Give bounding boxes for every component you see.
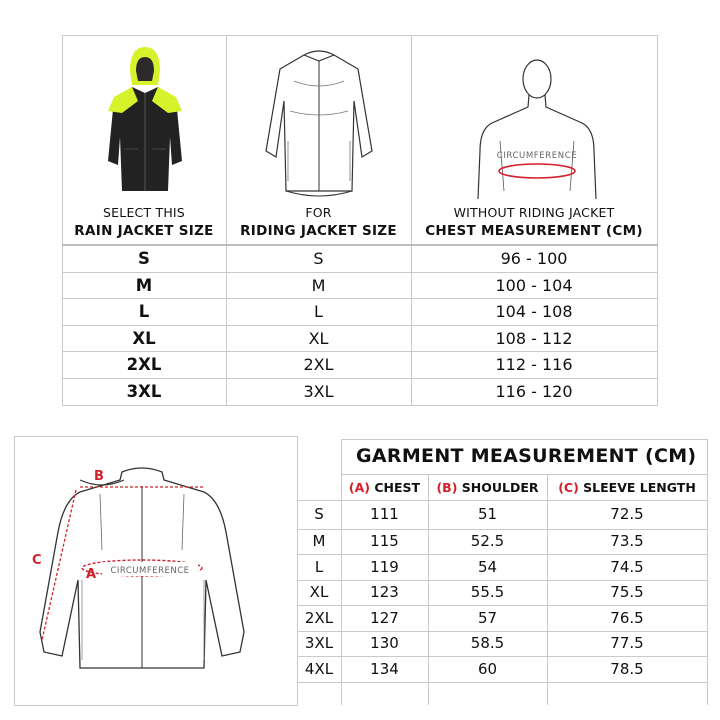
column-tag: (B): [436, 480, 458, 495]
garment-table-title: GARMENT MEASUREMENT (CM): [356, 445, 697, 467]
column-label: CHEST: [374, 480, 421, 495]
sleeve-cell: 76.5: [610, 609, 644, 627]
column-tag: (C): [558, 480, 579, 495]
column-header-sleeve-length: [547, 480, 707, 495]
header-line1: WITHOUT RIDING JACKET: [453, 205, 615, 220]
riding-size-cell: L: [314, 302, 323, 321]
column-label: SHOULDER: [461, 480, 539, 495]
riding-size-cell: XL: [308, 329, 329, 348]
shoulder-cell: 51: [477, 505, 498, 523]
rain-size-cell: S: [138, 249, 150, 268]
header-line1: SELECT THIS: [103, 205, 185, 220]
grid-line: [62, 405, 658, 406]
header-line2: RAIN JACKET SIZE: [74, 223, 214, 239]
rain-size-cell: 3XL: [126, 382, 162, 401]
sleeve-cell: 78.5: [610, 660, 644, 678]
rain-jacket-image: [92, 41, 197, 201]
rain-size-cell: 2XL: [126, 355, 162, 374]
riding-size-cell: S: [313, 249, 324, 268]
riding-size-cell: M: [311, 276, 326, 295]
sleeve-cell: 77.5: [610, 634, 644, 652]
sleeve-cell: 74.5: [610, 558, 644, 576]
label-c: C: [32, 553, 42, 568]
header-chest-measurement: [411, 203, 657, 241]
chest-measurement-image: [472, 41, 602, 201]
shoulder-cell: 57: [477, 609, 498, 627]
riding-size-cell: 2XL: [303, 355, 334, 374]
size-conversion-table: [62, 35, 658, 406]
grid-line: [707, 439, 708, 705]
chest-range-cell: 96 - 100: [500, 249, 568, 268]
header-line1: FOR: [305, 205, 332, 220]
grid-line: [14, 705, 297, 706]
header-riding-jacket-size: [226, 203, 411, 241]
column-tag: (A): [348, 480, 371, 495]
header-rain-jacket-size: [62, 203, 226, 241]
grid-line: [14, 436, 15, 706]
sleeve-cell: 75.5: [610, 583, 644, 601]
size-cell: 2XL: [304, 609, 334, 627]
grid-line: [62, 35, 658, 36]
riding-jacket-image: [254, 41, 384, 201]
grid-line: [341, 439, 707, 440]
rain-size-cell: XL: [132, 329, 156, 348]
riding-size-cell: 3XL: [303, 382, 334, 401]
circumference-label: CIRCUMFERENCE: [110, 566, 190, 576]
shoulder-cell: 52.5: [470, 532, 505, 550]
circumference-label: CIRCUMFERENCE: [496, 151, 578, 161]
column-header-chest: [341, 480, 428, 495]
size-cell: XL: [309, 583, 329, 601]
rain-size-cell: L: [138, 302, 150, 321]
chest-cell: 134: [370, 660, 399, 678]
size-cell: L: [314, 558, 324, 576]
chest-range-cell: 108 - 112: [495, 329, 573, 348]
grid-line: [341, 474, 707, 475]
label-b: B: [94, 469, 104, 484]
size-cell: S: [314, 505, 324, 523]
chest-range-cell: 104 - 108: [495, 302, 573, 321]
size-cell: 4XL: [304, 660, 334, 678]
garment-diagram: [22, 460, 290, 692]
shoulder-cell: 55.5: [470, 583, 505, 601]
grid-line: [297, 682, 707, 683]
chest-range-cell: 112 - 116: [495, 355, 573, 374]
chest-cell: 130: [370, 634, 399, 652]
size-cell: 3XL: [304, 634, 334, 652]
chest-cell: 127: [370, 609, 399, 627]
shoulder-cell: 60: [477, 660, 498, 678]
shoulder-cell: 54: [477, 558, 498, 576]
size-cell: M: [312, 532, 326, 550]
garment-measurement-table: [14, 436, 708, 706]
grid-line: [14, 436, 297, 437]
label-a: A: [86, 567, 97, 582]
chest-cell: 115: [370, 532, 399, 550]
column-header-shoulder: [428, 480, 547, 495]
chest-range-cell: 100 - 104: [495, 276, 573, 295]
chest-range-cell: 116 - 120: [495, 382, 573, 401]
sleeve-cell: 73.5: [610, 532, 644, 550]
chest-cell: 123: [370, 583, 399, 601]
chest-cell: 119: [370, 558, 399, 576]
column-label: SLEEVE LENGTH: [583, 480, 696, 495]
header-line2: RIDING JACKET SIZE: [240, 223, 397, 239]
grid-line: [297, 500, 707, 501]
sleeve-cell: 72.5: [610, 505, 644, 523]
header-line2: CHEST MEASUREMENT (CM): [425, 223, 643, 239]
shoulder-cell: 58.5: [470, 634, 505, 652]
rain-size-cell: M: [135, 276, 153, 295]
chest-cell: 111: [370, 505, 399, 523]
